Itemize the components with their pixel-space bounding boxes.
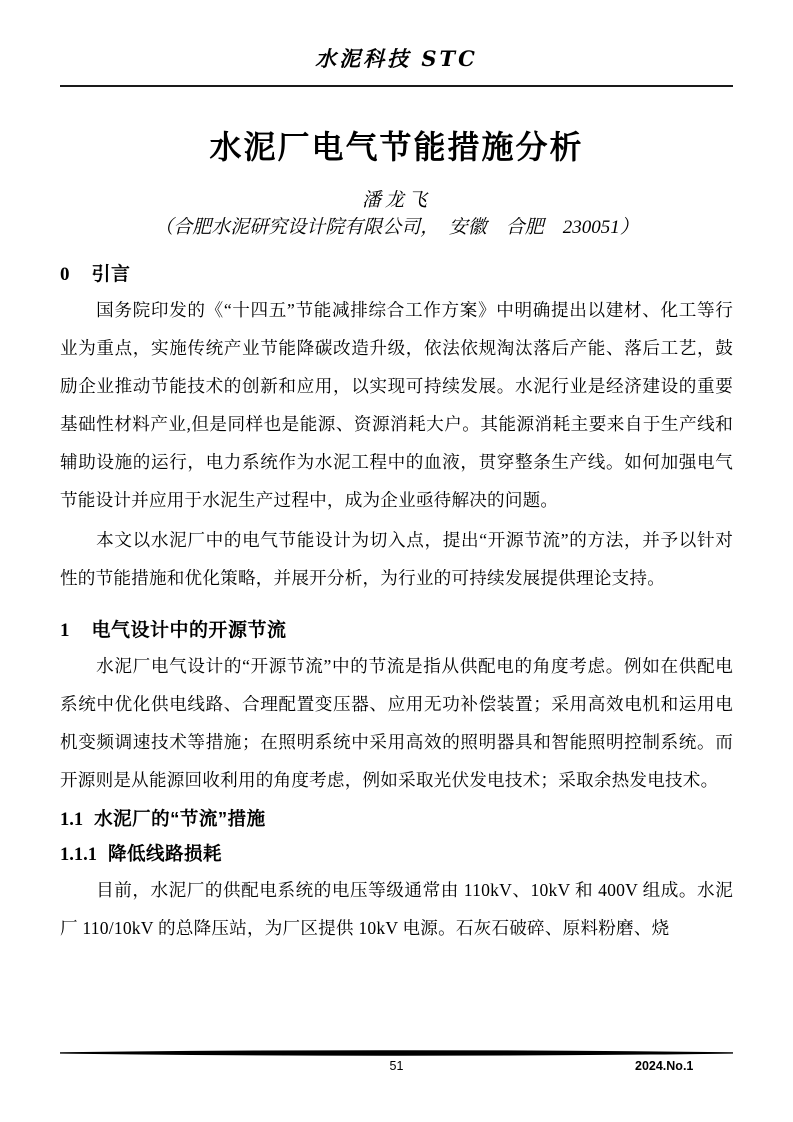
paragraph: 目前，水泥厂的供配电系统的电压等级通常由 110kV、10kV 和 400V 组成。水泥厂 110/10kV 的总降压站，为厂区提供 10kV 电源。石灰石破碎、原料粉磨、烧: [60, 880, 733, 938]
author-affiliation: （合肥水泥研究设计院有限公司， 安徽 合肥 230051）: [154, 217, 639, 238]
section-number: 1.1: [60, 810, 84, 830]
section-heading-1-1-1: [60, 840, 733, 869]
article-title: 水泥厂电气节能措施分析: [209, 129, 584, 165]
section-number: 0: [60, 264, 70, 285]
section-title: 降低线路损耗: [108, 843, 223, 864]
section-title: 电气设计中的开源节流: [91, 620, 287, 641]
page-footer: [60, 1057, 733, 1075]
paragraph: 本文以水泥厂中的电气节能设计为切入点，提出“开源节流”的方法，并予以针对性的节能措施和优化策略，并展开分析，为行业的可持续发展提供理论支持。: [60, 530, 733, 588]
journal-title: 水泥科技 STC: [315, 46, 478, 71]
section-title: 引言: [91, 264, 131, 285]
paragraph: 国务院印发的《“十四五”节能减排综合工作方案》中明确提出以建材、化工等行业为重点，实施传统产业节能降碳改造升级，依法依规淘汰落后产能、落后工艺，鼓励企业推动节能技术的创新和应用，以实现可持续发展。水泥行业是经济建设的重要基础性材料产业,但是同样也是能源、资源消耗大户。其能源消耗主要来自于生产线和辅助设施的运行，电力系统作为水泥工程中的血液，贯穿整条生产线。如何加强电气节能设计并应用于水泥生产过程中，成为企业亟待解决的问题。: [60, 300, 733, 510]
header-rule: [60, 85, 733, 87]
page-number: 51: [389, 1059, 404, 1073]
issue-number: 2024.No.1: [635, 1059, 694, 1073]
section-number: 1: [60, 620, 70, 641]
section-heading-1: [60, 617, 733, 645]
section-title: 水泥厂的“节流”措施: [94, 808, 266, 829]
journal-header: [60, 0, 733, 72]
section-heading-1-1: [60, 805, 733, 834]
section-heading-0: [60, 261, 733, 289]
paragraph: 水泥厂电气设计的“开源节流”中的节流是指从供配电的角度考虑。例如在供配电系统中优化供电线路、合理配置变压器、应用无功补偿装置；采用高效电机和运用电机变频调速技术等措施；在照明系统中采用高效的照明器具和智能照明控制系统。而开源则是从能源回收利用的角度考虑，例如采取光伏发电技术；采取余热发电技术。: [60, 656, 733, 790]
author-name: 潘龙飞: [361, 190, 431, 211]
section-number: 1.1.1: [60, 845, 97, 865]
